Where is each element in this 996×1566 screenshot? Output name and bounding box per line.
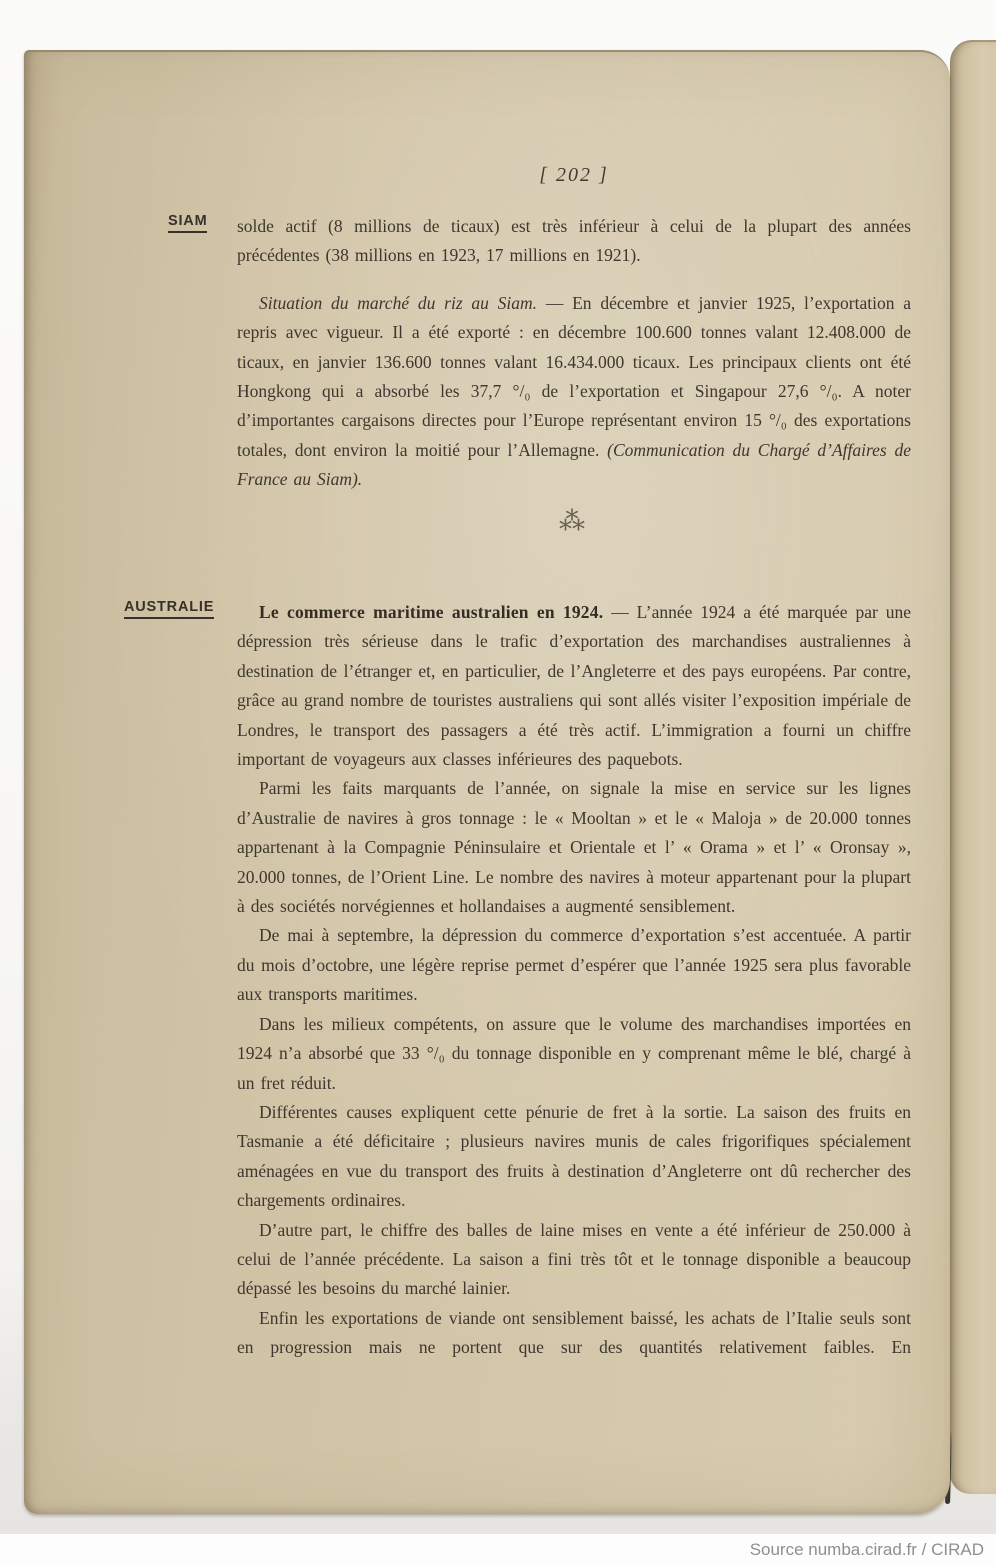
australie-paragraph-4: Dans les milieux compétents, on assure que le volume des marchandises importées en 1924 n’a absorbé que 33 °/₀ du tonnage disponible en y comprenant même le blé, chargé à un fret réduit.: [237, 1013, 911, 1093]
source-attribution: Source numba.cirad.fr / CIRAD: [749, 1540, 984, 1559]
siam-section: [237, 212, 911, 495]
australie-paragraph-1-body: — L’année 1924 a été marquée par une dépression très sérieuse dans le trafic d’exportation des marchandises australiennes à destination de l’étranger et, en particulier, de l’Angleterre et des pays européens. Par contre, grâce au grand nombre de touristes australiens qui sont allés visiter l’exposition impériale de Londres, le transport des passagers a été très actif. L’immigration a fourni un chiffre important de voyageurs aux classes inférieures des paquebots.: [237, 602, 911, 770]
australie-section: [237, 598, 911, 1363]
margin-label-australie: AUSTRALIE: [124, 599, 214, 619]
australie-paragraph-7: Enfin les exportations de viande ont sensiblement baissé, les achats de l’Italie seuls sont en progression mais ne portent que sur des quantités relativement faibles. En: [237, 1307, 911, 1358]
australie-paragraph-6: D’autre part, le chiffre des balles de laine mises en vente a été inférieur de 250.000 à celui de l’année précédente. La saison a fini très tôt et le tonnage disponible a beaucoup dépassé les besoins du marché lainier.: [237, 1219, 911, 1299]
australie-paragraph-5: Différentes causes expliquent cette pénurie de fret à la sortie. La saison des fruits en Tasmanie a été déficitaire ; plusieurs navires munis de cales frigorifiques spécialement aménagées en vue du transport des fruits à destination d’Angleterre ont dû rechercher des chargements ordinaires.: [237, 1101, 911, 1211]
footer-attribution-bar: [0, 1534, 996, 1566]
page-fold-edge: [950, 40, 996, 1494]
australie-paragraph-2: Parmi les faits marquants de l’année, on signale la mise en service sur les lignes d’Australie de navires à gros tonnage : le « Mooltan » et le « Maloja » de 20.000 tonnes appartenant à la Compagnie Péninsulaire et Orientale et l’ « Orama » et l’ « Oronsay », 20.000 tonnes, de l’Orient Line. Le nombre des navires à moteur appartenant pour la plupart à des sociétés norvégiennes et hollandaises a augmenté sensiblement.: [237, 778, 911, 917]
australie-paragraph-1-heading: Le commerce maritime australien en 1924.: [259, 602, 604, 622]
page-number: [ 202 ]: [539, 164, 609, 186]
asterism-separator-icon: ⁂: [559, 507, 589, 537]
siam-paragraph-2-source: (Communication du Chargé d’Affaires de France au Siam).: [237, 439, 911, 490]
siam-paragraph-1: solde actif (8 millions de ticaux) est très inférieur à celui de la plupart des années précédentes (38 millions en 1923, 17 millions en 1921).: [237, 216, 911, 266]
book-page: [24, 50, 950, 1514]
margin-label-siam: SIAM: [168, 213, 207, 233]
australie-paragraph-1: [237, 598, 911, 774]
siam-paragraph-2-body: — En décembre et janvier 1925, l’exportation a repris avec vigueur. Il a été exporté : en décembre 100.600 tonnes valant 12.408.000 de ticaux, en janvier 136.600 tonnes valant 16.434.000 ticaux. Les principaux clients ont été Hongkong qui a absorbé les 37,7 °/₀ de l’exportation et Singapour 27,6 °/₀. A noter d’importantes cargaisons directes pour l’Europe représentant environ 15 °/₀ des exportations totales, dont environ la moitié pour l’Allemagne.: [237, 292, 911, 460]
australie-paragraph-3: De mai à septembre, la dépression du commerce d’exportation s’est accentuée. A partir du mois d’octobre, une légère reprise permet d’espérer que l’année 1925 sera plus favorable aux transports maritimes.: [237, 925, 911, 1005]
siam-paragraph-2: [237, 289, 911, 495]
siam-paragraph-2-lead: Situation du marché du riz au Siam.: [259, 292, 538, 313]
